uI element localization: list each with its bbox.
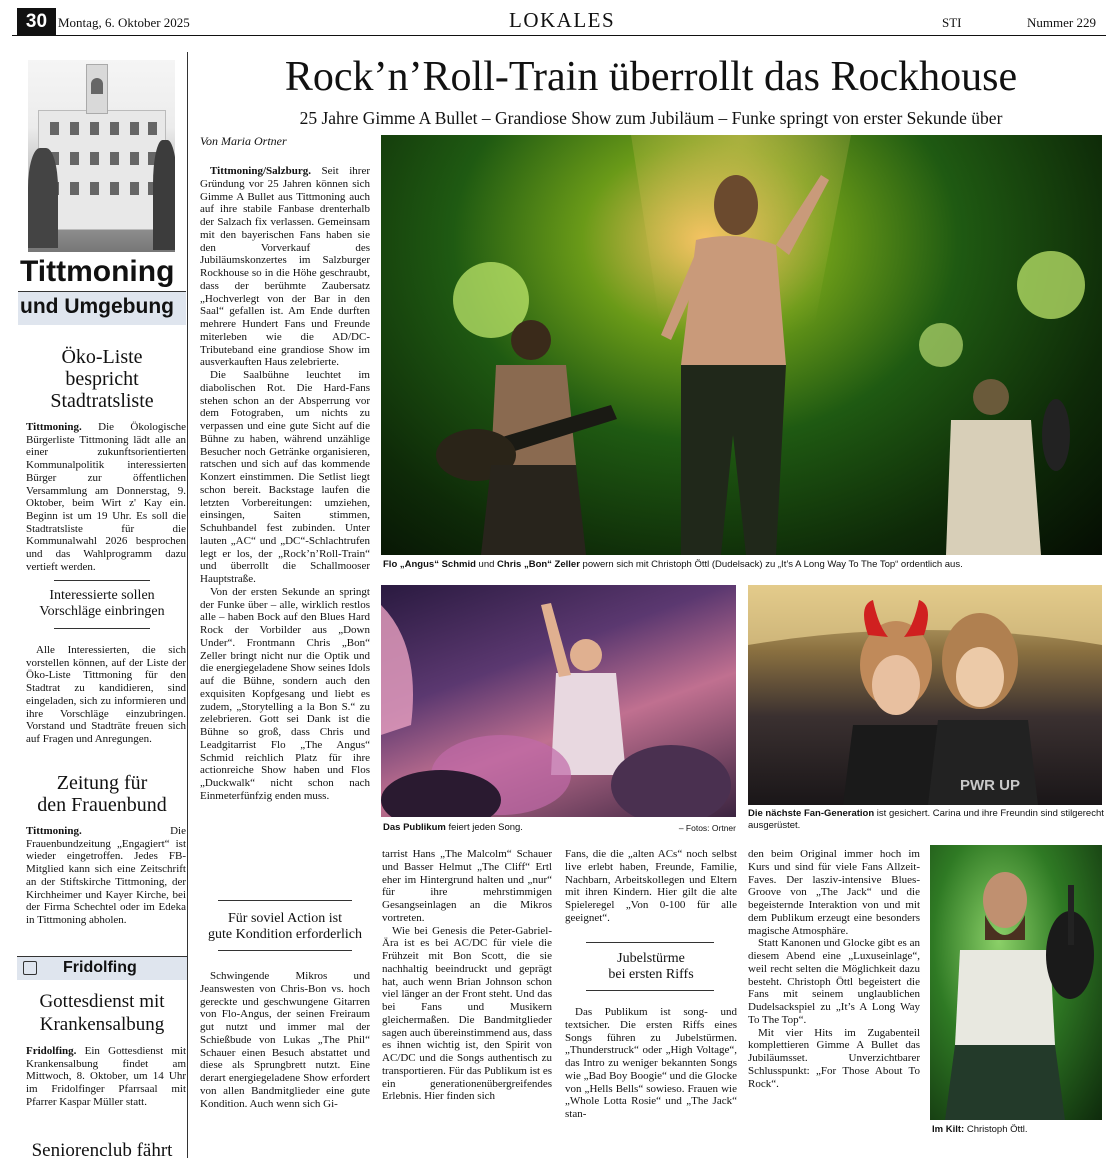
col1-paragraph4: Schwingende Mikros und Jeanswesten von Chris-Bon vs. hoch gereckte und geschwungene Gitarren von Flo-Angus, der seinen Freiraum gut nutzt und immer mal der Schießbude von Lukas „The Phil“ Schauer einen Besuch abstattet und diese als Sprungbrett nutzt. Eine derart energiegeladene Show erfordert von allen Bandmitglieder eine gute Kondition. Auch wenn sich Gi- xyxy=(200,970,370,1110)
story1-headline-line2: bespricht xyxy=(65,368,139,390)
col3-paragraph1: Fans, die die „alten ACs“ noch selbst live erlebt haben, Freunde, Familie, Nachbarn, Arbeitskollegen und Eltern mit ihren Kindern. Hier gilt die alte Spieleregel „Von 0-100 für alle geeignet“. xyxy=(565,848,737,924)
col4-paragraph3: Mit vier Hits im Zugabenteil komplettieren Gimme A Bullet das Jubiläumsset. Unverzichtbarer Schlusspunkt: „For Those About To Rock“. xyxy=(748,1026,920,1090)
main-photo-caption: Flo „Angus“ Schmid und Chris „Bon“ Zeller powern sich mit Christoph Öttl (Dudelsack) zu „It’s A Long Way To The Top“ ordentlich aus. xyxy=(383,559,963,570)
fridolfing-section-bar xyxy=(17,956,187,980)
article-column-4 xyxy=(748,848,920,1090)
col3-subhead-line1: Jubelstürme xyxy=(617,951,685,966)
story3-headline-line2: Krankensalbung xyxy=(39,1014,165,1035)
article-subtitle: 25 Jahre Gimme A Bullet – Grandiose Show zum Jubiläum – Funke springt von erster Sekunde über xyxy=(299,108,1003,128)
story2-text: Die Frauenbundzeitung „Engagiert“ ist wieder eingetroffen. Jedes FB-Mitglied kann sich eine Zeitschrift an der Stiftskirche Tittmoning, der Kirchheimer und Kayer Kirche, bei der Firma Schechtel oder im Edeka in Tittmoning abholen. xyxy=(26,825,186,926)
sidebar-column xyxy=(12,52,188,1158)
town-title: Tittmoning xyxy=(20,255,175,288)
col2-paragraph1: tarrist Hans „The Malcolm“ Schauer und Basser Helmut „The Cliff“ Ertl eher im Hintergrund halten und „nur“ für ihre mehrstimmigen Gesangseinlagen an die Mikros vortreten. xyxy=(382,848,552,924)
crowd-photo-caption: Das Publikum feiert jeden Song. – Fotos: Ortner xyxy=(383,822,736,833)
page-header xyxy=(12,6,1106,36)
col2-paragraph2: Wie bei Genesis die Peter-Gabriel-Ära ist es bei AC/DC für viele die Frühzeit mit Bon Scott, die sie nachhaltig beeindruckt und geprägt hat, auch wenn Brian Johnson schon viel länger an der Front steht. Und das bei Fans und Musikern gleichermaßen. Die Bandmitglieder sagen auch übereinstimmend aus, dass es ihnen wichtig ist, den Spirit von AC/DC und die Songs authentisch zu transportieren. Für das Publikum ist es ein generationenübergreifendes Erlebnis. Hier finden sich xyxy=(382,924,552,1103)
col1-subhead-line2: gute Kondition erforderlich xyxy=(208,927,362,942)
col4-paragraph2: Statt Kanonen und Glocke gibt es an diesem Abend eine „Luxuseinlage“, weil recht selten die Möglichkeit dazu besteht. Christoph Öttl begeistert die Fans mit seinem unglaublichen Dudelsackspiel zu „It’s A Long Way To The Top“. xyxy=(748,937,920,1026)
story1-headline-line3: Stadtratsliste xyxy=(50,390,154,412)
town-subtitle: und Umgebung xyxy=(20,295,174,318)
story3-body xyxy=(26,1045,186,1109)
story1-subhead-line1: Interessierte sollen xyxy=(49,588,155,603)
photo-credit: – Fotos: Ortner xyxy=(678,823,736,833)
col3-paragraph2: Das Publikum ist song- und textsicher. Die ersten Riffs eines Songs führen zu Jubelstürmen. „Thunderstruck“ oder „High Voltage“, das Intro zu weniger bekannten Songs wie „Bad Boy Boogie“ und die Glocke von „Hells Bells“ sowieso. Frauen wie „Whole Lotta Rosie“ und „The Jack“ stan- xyxy=(565,1006,737,1120)
story1-headline-line1: Öko-Liste xyxy=(61,346,143,368)
story2-headline-line1: Zeitung für xyxy=(56,772,148,794)
story2-headline-line2: den Frauenbund xyxy=(37,794,167,816)
article-dateline: Tittmoning/Salzburg. xyxy=(210,165,311,177)
article-column-2 xyxy=(382,848,552,1103)
divider xyxy=(54,628,150,629)
story2-dateline: Tittmoning. xyxy=(26,825,82,837)
issue-number: Nummer 229 xyxy=(1027,15,1096,30)
kilt-photo-caption: Im Kilt: Christoph Öttl. xyxy=(932,1124,1028,1135)
town-subtitle-bar xyxy=(18,291,186,325)
shirt-print: PWR UP xyxy=(960,777,1020,794)
story3-headline-line1: Gottesdienst mit xyxy=(39,991,165,1012)
article-title: Rock’n’Roll-Train überrollt das Rockhouse xyxy=(284,54,1018,100)
story2-body xyxy=(26,825,186,927)
fans-photo-caption: Die nächste Fan-Generation ist gesichert. Carina und ihre Freundin sind stilgerecht ausgerüstet. xyxy=(748,808,1104,831)
story4-headline: Seniorenclub fährt xyxy=(31,1140,173,1158)
kilt-photo xyxy=(930,845,1102,1120)
story3-dateline: Fridolfing. xyxy=(26,1045,77,1057)
divider xyxy=(586,942,714,943)
col4-paragraph1: den beim Original immer hoch im Kurs und sind für viele Fans Allzeit-Faves. Der lasziv-intensive Blues-Groove von „The Jack“ und die begeisternde Interaktion von und mit dem Publikum erzeugt eine besonders magische Atmosphäre. xyxy=(748,848,920,937)
story3-text: Ein Gottesdienst mit Krankensalbung findet am Mittwoch, 8. Oktober, um 14 Uhr im Fridolfinger Pfarrsaal mit Pfarrer Kaspar Müller statt. xyxy=(26,1045,186,1108)
col1-paragraph3: Von der ersten Sekunde an springt der Funke über – alle, wirklich restlos alle – haben Bock auf den Blues Hard Rock der Vorbilder aus „Down Under“. Frontmann Chris „Bon“ Zeller bringt nicht nur die Optik und die energiegeladene Show seines Idols auf die Bühne, sondern auch den exquisiten Kopfgesang und liebt es zudem, „Storytelling a la Bon S.“ zu zelebrieren. Gott sei Dank ist die Bühne so groß, dass Chris und Leadgitarrist Flo „The Angus“ Schmid reichlich Platz für ihre actionreiche Show haben und Flos „Duckwalk“ nicht schon nach Einmeterfünfzig enden muss. xyxy=(200,585,370,802)
story1-subhead-line2: Vorschläge einbringen xyxy=(39,604,165,619)
col1-paragraph1: Seit ihrer Gründung vor 25 Jahren können sich Gimme A Bullet aus Tittmoning auch auf ihre stabile Fanbase drenterhalb der Salzach fix verlassen. Gemeinsam mit den bayerischen Fans haben sie den Vorverkauf des Jubiläumskonzertes im Salzburger Rockhouse so in die Höhe geschraubt, dass der berühmte Zaubersatz „Hochverlegt von der Bar in den Saal“ gefallen ist. Am Ende durften mehrere Hundert Fans und Freunde miterleben wie die AD/DC-Tributeband eine grandiose Show im ausverkauften Haus zelebrierte. xyxy=(200,165,370,369)
issue-date: Montag, 6. Oktober 2025 xyxy=(58,15,190,30)
section-title: LOKALES xyxy=(509,8,616,32)
fans-photo xyxy=(748,585,1102,805)
divider xyxy=(586,990,714,991)
col1-paragraph2: Die Saalbühne leuchtet im diabolischen Rot. Die Hard-Fans stehen schon an der Absperrung vor dem Fotograben, um nichts zu verpassen und eine gute Sicht auf die Bühne zu haben, während unzählige Besucher noch Getränke organisieren, ratschen und sich auf das kommende Konzert einstimmen. Die Setlist liegt schon bereit. Backstage laufen die letzten Vorbereitungen: umziehen, einsingen, Saiten stimmen, Schuhbandel fest zubinden. Unter lauten „AC“ und „DC“-Schlachtrufen legt er los, der „Rock’n’Roll-Train“ und überrollt die Schallmooser Hauptstraße. xyxy=(200,369,370,585)
story1-dateline: Tittmoning. xyxy=(26,421,82,433)
article-column-3 xyxy=(565,848,737,925)
fridolfing-label: Fridolfing xyxy=(63,959,137,976)
town-hall-photo xyxy=(28,60,175,252)
col1-subhead-line1: Für soviel Action ist xyxy=(228,911,342,926)
divider xyxy=(218,900,352,901)
story1-body2: Alle Interessierten, die sich vorstellen können, auf der Liste der Öko-Liste Tittmoning für den Stadtrat zu kandidieren, sind eingeladen, sich zu informieren und ihre Vorschläge einzubringen. Vorstand und Stadträte freuen sich auf Fragen und Anregungen. xyxy=(26,644,186,745)
divider xyxy=(218,950,352,951)
page-number: 30 xyxy=(17,8,56,35)
story1-text: Die Ökologische Bürgerliste Tittmoning lädt alle an einer zukunftsorientierten Kommunalpolitik interessierten Bürger zur öffentlichen Versammlung am Donnerstag, 9. Oktober, beim Wirt z' Kay ein. Beginn ist um 19 Uhr. Es soll die Stadtratsliste für die Kommunalwahl 2026 besprochen und das Wahlprogramm dazu vertieft werden. xyxy=(26,421,186,573)
article-author: Von Maria Ortner xyxy=(200,134,287,148)
edition-label: STI xyxy=(942,15,962,30)
story1-body xyxy=(26,421,186,573)
col3-subhead-line2: bei ersten Riffs xyxy=(608,967,694,982)
divider xyxy=(54,580,150,581)
concert-main-photo xyxy=(381,135,1102,555)
crowd-photo xyxy=(381,585,736,817)
coat-of-arms-icon xyxy=(23,961,37,975)
